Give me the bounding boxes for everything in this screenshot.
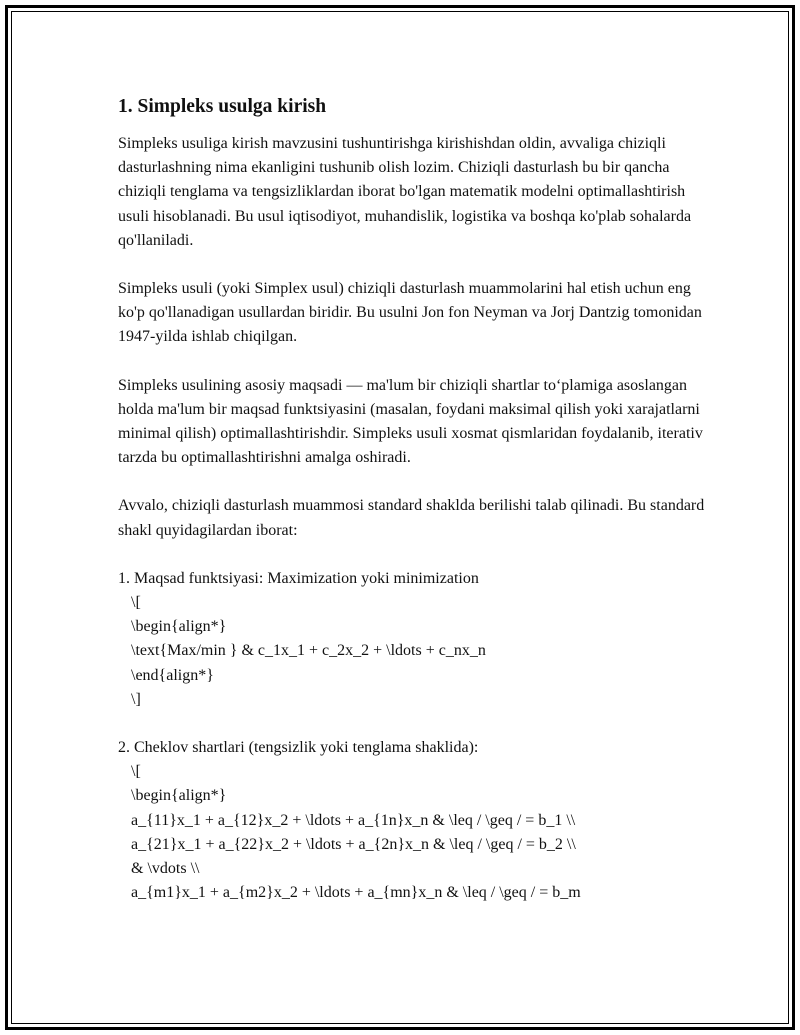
formula-line: \begin{align*} <box>131 787 227 805</box>
formula-line: a_{m1}x_1 + a_{m2}x_2 + \ldots + a_{mn}x_n & \leq / \geq / = b_m <box>131 884 581 902</box>
formula-line: a_{11}x_1 + a_{12}x_2 + \ldots + a_{1n}x_n & \leq / \geq / = b_1 \\ <box>131 811 576 829</box>
formula-line: \[ <box>131 594 141 612</box>
list-item-objective <box>118 567 718 712</box>
formula-line: \text{Max/min } & c_1x_1 + c_2x_2 + \ldots + c_nx_n <box>131 642 486 660</box>
formula-line: \end{align*} <box>131 666 214 684</box>
list-item-title: 2. Cheklov shartlari (tengsizlik yoki tenglama shaklida): <box>118 739 479 757</box>
paragraph-simplex-origin: Simpleks usuli (yoki Simplex usul) chiziqli dasturlash muammolarini hal etish uchun eng ko'p qo'llanadigan usullardan biridir. Bu usulni Jon fon Neyman va Jorj Dantzig tomonidan 1947-yilda ishlab chiqilgan. <box>118 280 702 346</box>
paragraph-standard-form: Avvalo, chiziqli dasturlash muammosi standard shaklda berilishi talab qilinadi. Bu standard shakl quyidagilardan iborat: <box>118 497 705 539</box>
paragraph-intro: Simpleks usuliga kirish mavzusini tushuntirishga kirishishdan oldin, avvaliga chiziqli dasturlashning nima ekanligini tushunib olish lozim. Chiziqli dasturlash bu bir qancha chiziqli tenglama va tengsizliklardan iborat bo'lgan matematik modelni optimallashtirish usuli hisoblanadi. Bu usul iqtisodiyot, muhandislik, logistika va boshqa ko'plab sohalarda qo'llaniladi. <box>118 135 692 249</box>
list-item-title: 1. Maqsad funktsiyasi: Maximization yoki minimization <box>118 569 479 587</box>
section-heading: 1. Simpleks usulga kirish <box>118 96 327 117</box>
formula-line: \[ <box>131 763 141 781</box>
formula-line: \begin{align*} <box>131 618 227 636</box>
formula-line: \] <box>131 690 141 708</box>
paragraph-simplex-goal: Simpleks usulining asosiy maqsadi — ma'lum bir chiziqli shartlar to‘plamiga asoslangan holda ma'lum bir maqsad funktsiyasini (masalan, foydani maksimal qilish yoki xarajatlarni minimal qilish) optimallashtirishdir. Simpleks usuli xosmat qismlaridan foydalanib, iterativ tarzda bu optimallashtirishni amalga oshiradi. <box>118 376 703 467</box>
formula-line: a_{21}x_1 + a_{22}x_2 + \ldots + a_{2n}x_n & \leq / \geq / = b_2 \\ <box>131 835 576 853</box>
list-item-constraints <box>118 736 718 905</box>
document-body <box>118 94 718 929</box>
formula-line: & \vdots \\ <box>131 860 200 878</box>
